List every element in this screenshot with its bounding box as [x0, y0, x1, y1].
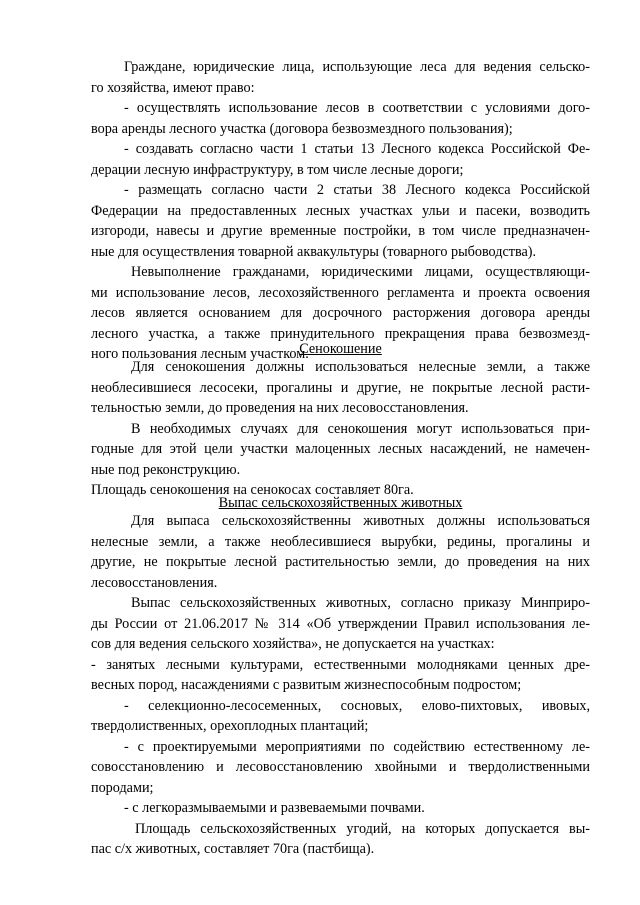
text-line: тельностью земли, до проведения на них лесовосстановления. [91, 400, 469, 416]
haymaking-paragraph-block [91, 357, 590, 501]
text-line: твердолиственных, орехоплодных плантаций; [91, 718, 369, 734]
text-line: Площадь сенокошения на сенокосах составляет 80га. [91, 482, 414, 498]
text-line: Площадь сельскохозяйственных угодий, на которых допускается вы- [135, 820, 590, 837]
text-line: сов для ведения сельского хозяйства», не допускается на участках: [91, 636, 495, 652]
text-line: годные для этой цели участки малоценных лесных насаждений, не намечен- [91, 441, 590, 457]
text-line: изгороди, навесы и другие временные постройки, в том числе предназначен- [91, 223, 590, 239]
text-line: го хозяйства, имеют право: [91, 79, 255, 96]
text-line: - осуществлять использование лесов в соответствии с условиями дого- [124, 100, 590, 116]
text-line: ми использование лесов, лесохозяйственного регламента и проекта освоения [91, 284, 590, 301]
text-line: лесовосстановления. [91, 574, 218, 591]
text-line: Выпас сельскохозяйственных животных, согласно приказу Минприро- [131, 595, 590, 611]
text-line: лесного участка, а также принудительного прекращения права безвозмезд- [91, 325, 590, 342]
text-line: лесов является основанием для досрочного расторжения договора аренды [91, 305, 590, 321]
text-line: - занятых лесными культурами, естественными молодняками ценных дре- [91, 656, 590, 673]
text-line: - размещать согласно части 2 статьи 38 Лесного кодекса Российской [124, 182, 590, 198]
text-line: пас с/х животных, составляет 70га (пастбища). [91, 841, 375, 857]
text-line: Федерации на предоставленных лесных участках ульи и пасеки, возводить [91, 202, 590, 219]
text-line: вора аренды лесного участка (договора безвозмездного пользования); [91, 120, 513, 137]
haymaking-heading: Сенокошение [299, 341, 382, 357]
text-line: породами; [91, 779, 154, 796]
text-line: - с легкоразмываемыми и развеваемыми почвами. [124, 800, 425, 816]
text-line: - создавать согласно части 1 статьи 13 Лесного кодекса Российской Фе- [124, 141, 590, 157]
text-line: нелесные земли, а также необлесившиеся вырубки, редины, прогалины и [91, 533, 590, 550]
text-line: ные для осуществления товарной аквакультуры (товарного рыбоводства). [91, 243, 537, 260]
text-line: дерации лесную инфраструктуру, в том числе лесные дороги; [91, 161, 464, 178]
text-line: совосстановлению и лесовосстановлению хвойными и твердолиственными [91, 759, 590, 775]
text-line: ные под реконструкцию. [91, 461, 241, 478]
text-line: ного пользования лесным участком. [91, 346, 309, 362]
text-line: Граждане, юридические лица, использующие леса для ведения сельско- [124, 59, 590, 75]
text-line: Невыполнение гражданами, юридическими лицами, осуществляющи- [131, 264, 590, 280]
text-line: Для сенокошения должны использоваться нелесные земли, а также [131, 359, 590, 375]
text-line: - селекционно-лесосеменных, сосновых, елово-пихтовых, ивовых, [124, 697, 590, 714]
text-line: - с проектируемыми мероприятиями по содействию естественному ле- [124, 738, 590, 755]
text-line: другие, не покрытые лесной растительностью земли, до проведения на них [91, 554, 590, 570]
grazing-heading: Выпас сельскохозяйственных животных [218, 495, 463, 511]
rights-paragraph-block [91, 57, 590, 365]
grazing-paragraph-block [91, 511, 590, 860]
text-line: В необходимых случаях для сенокошения могут использоваться при- [131, 420, 590, 437]
text-line: Для выпаса сельскохозяйственны животных должны использоваться [131, 513, 590, 529]
text-line: необлесившиеся лесосеки, прогалины и другие, не покрытые лесной расти- [91, 379, 590, 396]
text-line: весных пород, насаждениями с развитым жизнеспособным подростом; [91, 677, 522, 693]
text-line: ды России от 21.06.2017 № 314 «Об утверждении Правил использования ле- [91, 615, 590, 632]
